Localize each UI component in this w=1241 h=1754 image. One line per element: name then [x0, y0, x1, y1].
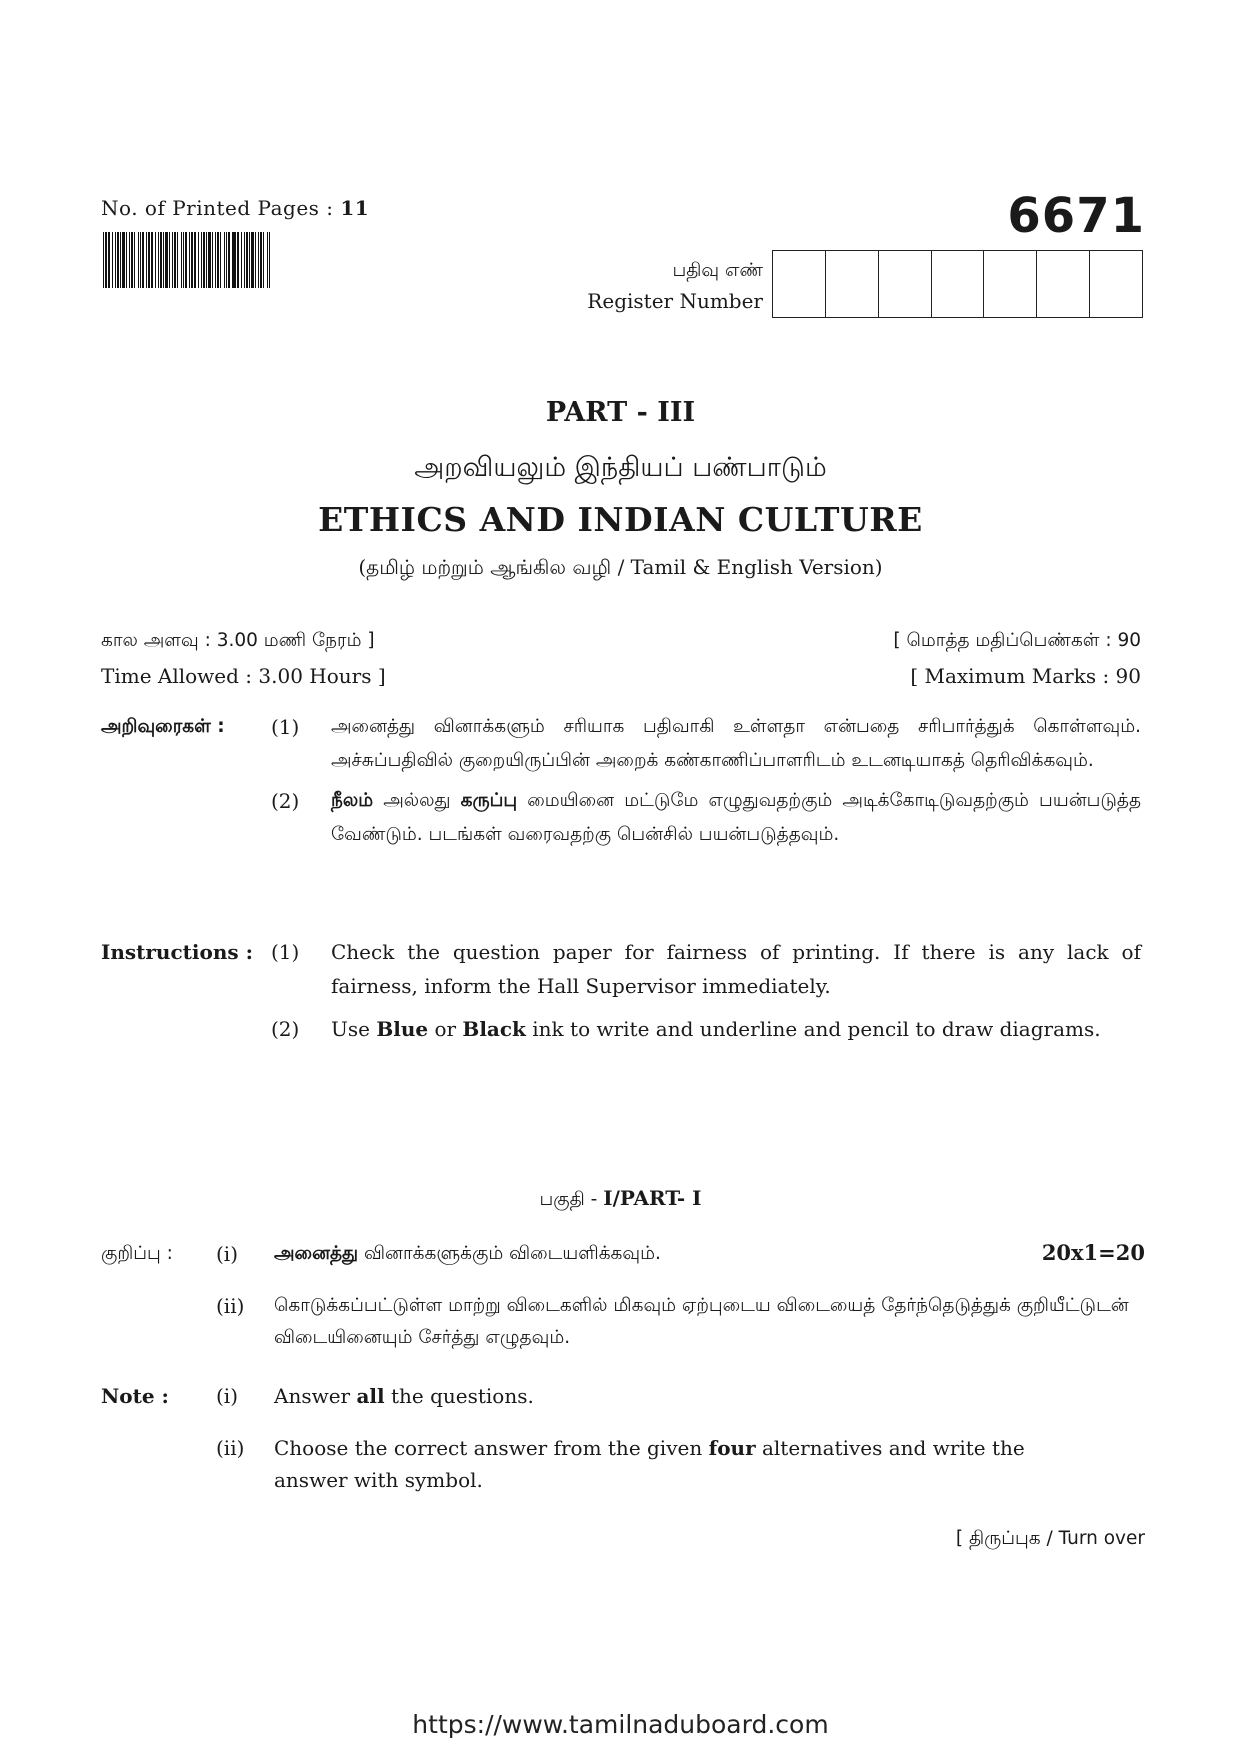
printed-pages-value: 11: [340, 196, 370, 220]
bold-blue: நீலம்: [331, 790, 374, 811]
register-digit-box[interactable]: [1090, 251, 1142, 317]
bold-black: கருப்பு: [460, 790, 518, 811]
note-english-label: Note :: [101, 1384, 169, 1408]
instruction-tamil-1: [101, 710, 1141, 778]
marks-tamil: [ மொத்த மதிப்பெண்கள் : 90: [893, 630, 1141, 651]
printed-pages: [101, 196, 369, 220]
text-or: or: [428, 1017, 463, 1041]
text-rest: alternatives and write the answer with symbol.: [274, 1436, 1025, 1492]
subject-title-tamil: அறவியலும் இந்தியப் பண்பாடும்: [414, 452, 827, 483]
instructions-tamil: [101, 710, 1141, 852]
note-text: [274, 1432, 1141, 1496]
turn-over-text: [ திருப்புக / Turn over: [955, 1528, 1145, 1549]
note-number: (i): [216, 1242, 239, 1266]
time-marks-english: [101, 664, 1141, 688]
time-tamil: கால அளவு : 3.00 மணி நேரம் ]: [101, 630, 375, 651]
text-answer: Answer: [274, 1384, 357, 1408]
instruction-text: [331, 1009, 1141, 1049]
text-rest: வினாக்களுக்கும் விடையளிக்கவும்.: [358, 1243, 661, 1264]
register-digit-box[interactable]: [773, 251, 826, 317]
text-choose: Choose the correct answer from the given: [274, 1436, 709, 1460]
note-number: (ii): [216, 1294, 245, 1318]
text-rest: மையினை மட்டுமே எழுதுவதற்கும் அடிக்கோடிடுவதற்கும் பயன்படுத்த வேண்டும். படங்கள் வரைவதற்கு பென்சில் பயன்படுத்தவும்.: [331, 790, 1142, 845]
bold-blue: Blue: [376, 1017, 429, 1041]
note-number: (ii): [216, 1436, 245, 1460]
source-url[interactable]: https://www.tamilnaduboard.com: [412, 1710, 829, 1739]
instruction-number: (2): [271, 789, 300, 813]
version-line: (தமிழ் மற்றும் ஆங்கில வழி / Tamil & English Version): [358, 555, 883, 579]
barcode: [101, 232, 369, 288]
time-marks-tamil: [101, 630, 1141, 653]
note-tamil-i: [101, 1238, 1141, 1270]
bold-black: Black: [462, 1017, 526, 1041]
instructions-english: [101, 935, 1141, 1049]
register-label-tamil: பதிவு எண்: [672, 260, 763, 281]
text-or: அல்லது: [373, 790, 461, 811]
note-number: (i): [216, 1384, 239, 1408]
instructions-english-label: Instructions :: [101, 940, 253, 964]
instruction-number: (1): [271, 940, 300, 964]
instruction-tamil-2: [101, 784, 1141, 852]
text-rest: the questions.: [384, 1384, 534, 1408]
subject-title-english: ETHICS AND INDIAN CULTURE: [318, 500, 923, 539]
notes-tamil: [101, 1238, 1141, 1516]
instruction-text: [331, 784, 1141, 852]
turn-over: [956, 1525, 1145, 1551]
bold-four: four: [708, 1436, 756, 1460]
instruction-english-1: [101, 935, 1141, 1003]
time-english: Time Allowed : 3.00 Hours ]: [101, 664, 386, 688]
instruction-number: (1): [271, 715, 300, 739]
register-digit-box[interactable]: [984, 251, 1037, 317]
note-tamil-ii: [101, 1290, 1141, 1354]
part-one-heading: [0, 1186, 1241, 1212]
paper-code: 6671: [1007, 188, 1145, 244]
register-number-boxes[interactable]: [772, 250, 1143, 318]
part-one-heading-tamil: பகுதி -: [539, 1189, 604, 1210]
text-use: Use: [331, 1017, 377, 1041]
instructions-tamil-label: அறிவுரைகள் :: [101, 716, 225, 737]
register-digit-box[interactable]: [1037, 251, 1090, 317]
marks-english: [ Maximum Marks : 90: [910, 664, 1141, 688]
note-english-i: [101, 1380, 1141, 1412]
register-label-english: Register Number: [587, 289, 763, 313]
part-one-heading-english: I/PART- I: [603, 1186, 702, 1210]
marks-allotment: 20x1=20: [1041, 1240, 1145, 1265]
register-digit-box[interactable]: [826, 251, 879, 317]
register-digit-box[interactable]: [879, 251, 932, 317]
note-text: [274, 1380, 1141, 1412]
note-text: [274, 1238, 1141, 1270]
part-title: PART - III: [545, 397, 696, 428]
printed-pages-label: No. of Printed Pages :: [101, 196, 334, 220]
note-english-ii: [101, 1432, 1141, 1496]
instruction-text: Check the question paper for fairness of printing. If there is any lack of fairness, inform the Hall Supervisor immediately.: [331, 940, 1141, 998]
instruction-number: (2): [271, 1017, 300, 1041]
note-text: கொடுக்கப்பட்டுள்ள மாற்று விடைகளில் மிகவும் ஏற்புடைய விடையைத் தேர்ந்தெடுத்துக் குறியீட்டுடன் விடையினையும் சேர்த்து எழுதவும்.: [274, 1295, 1129, 1348]
note-tamil-label: குறிப்பு :: [101, 1243, 173, 1264]
bold-all: all: [356, 1384, 385, 1408]
instruction-text: அனைத்து வினாக்களும் சரியாக பதிவாகி உள்ளதா என்பதை சரிபார்த்துக் கொள்ளவும். அச்சுப்பதிவில் குறையிருப்பின் அறைக் கண்காணிப்பாளரிடம் உடனடியாகத் தெரிவிக்கவும்.: [331, 716, 1141, 771]
register-label: [587, 256, 763, 316]
register-digit-box[interactable]: [932, 251, 985, 317]
bold-all: அனைத்து: [274, 1243, 359, 1264]
text-rest: ink to write and underline and pencil to draw diagrams.: [525, 1017, 1101, 1041]
instruction-english-2: [101, 1009, 1141, 1049]
